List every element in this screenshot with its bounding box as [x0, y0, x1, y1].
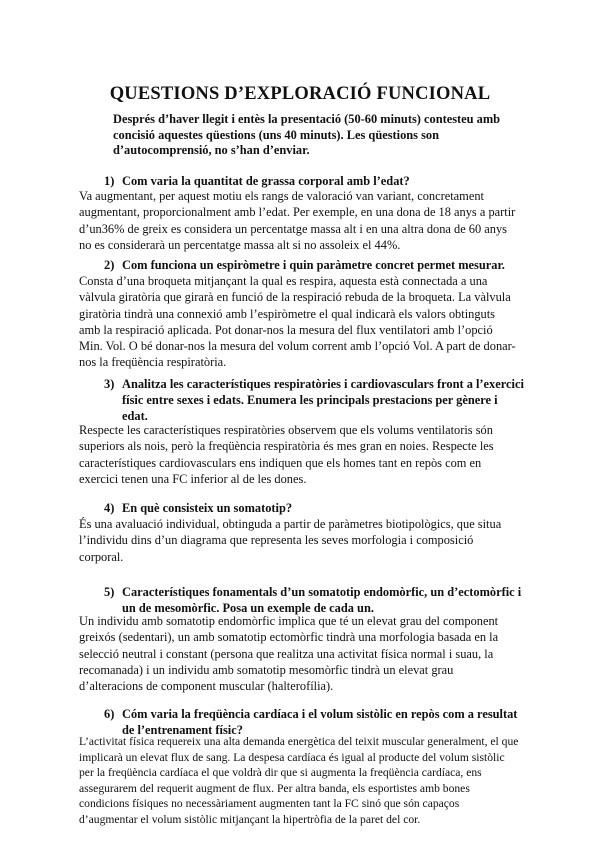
- question-number: 2): [104, 258, 115, 272]
- question-text: Com varia la quantitat de grassa corporal amb l’edat?: [122, 174, 410, 188]
- question-1: [104, 173, 524, 189]
- question-3: [104, 376, 524, 424]
- question-5: [104, 584, 524, 616]
- question-4: [104, 500, 524, 516]
- answer-3: Respecte les característiques respiratòries observem que els volums ventilatoris són superiors als nois, però la freqüència respiratòria és mes gran en noies. Respecte les característiques cardiovasculars ens indiquen que els homes tant en repòs com en exercici tenen una FC inferior al de les dones.: [79, 423, 494, 486]
- question-number: 5): [104, 585, 115, 599]
- intro-instructions: Després d’haver llegit i entès la presentació (50-60 minuts) contesteu amb concisió aquestes qüestions (uns 40 minuts). Les qüestions son d’autocomprensió, no s’han d’enviar.: [113, 112, 501, 157]
- answer-1: Va augmentant, per aquest motiu els rangs de valoració van variant, concretament augmentant, proporcionalment amb l’edat. Per exemple, en una dona de 18 anys a partir d’un36% de greix es considera un percentatge massa alt i en una altra dona de 60 anys no es considerarà un percentatge massa alt si no assoleix el 44%.: [79, 189, 516, 252]
- question-text: Característiques fonamentals d’un somatotip endomòrfic, un d’ectomòrfic i un de mesomòrfic. Posa un exemple de cada un.: [122, 585, 522, 615]
- answer-4: És una avaluació individual, obtinguda a partir de paràmetres biotipològics, que situa l’individu dins d’un diagrama que representa les seves morfologia i composició corporal.: [79, 517, 502, 564]
- question-text: Com funciona un espiròmetre i quin paràmetre concret permet mesurar.: [122, 258, 505, 272]
- question-number: 6): [104, 707, 115, 721]
- page-title: QUESTIONS D’EXPLORACIÓ FUNCIONAL: [109, 84, 491, 104]
- question-number: 4): [104, 501, 115, 515]
- answer-2: Consta d’una broqueta mitjançant la qual es respira, aquesta està connectada a una vàlvula giratòria que girarà en funció de la respiració rebuda de la broqueta. La vàlvula giratòria tindrà una connexió amb l’espiròmetre el qual indicarà els valors obtinguts amb la respiració aplicada. Pot donar-nos la mesura del flux ventilatori amb l’opció Min. Vol. O bé donar-nos la mesura del volum corrent amb l’opció Vol. A part de donar-nos la freqüència respiratòria.: [79, 274, 516, 370]
- question-2: [104, 257, 524, 273]
- answer-5: Un individu amb somatotip endomòrfic implica que té un elevat grau del component greixós (sedentari), un amb somatotip ectomòrfic tindrà una morfologia basada en la selecció neutral i constant (persona que realitza una activitat física normal i suau, la recomanada) i un individu amb somatotip mesomòrfic tindrà un elevat grau d’alteracions de component muscular (halterofília).: [79, 614, 499, 694]
- answer-6: L’activitat física requereix una alta demanda energètica del teixit muscular generalment, el que implicarà un elevat flux de sang. La despesa cardíaca és igual al producte del volum sistòlic per la freqüència cardíaca el que voldrà dir que si augmenta la freqüència cardíaca, ens assegurarem del requerit augment de flux. Per altra banda, els esportistes amb bones condicions físiques no necessàriament augmenten tant la FC sinó que són capaços d’augmentar el volum sistòlic mitjançant la hipertròfia de la paret del cor.: [79, 735, 519, 826]
- question-number: 3): [104, 377, 115, 391]
- question-text: En què consisteix un somatotip?: [122, 501, 293, 515]
- question-text: Analitza les característiques respiratòries i cardiovasculars front a l’exercici físic entre sexes i edats. Enumera les principals prestacions per gènere i edat.: [122, 377, 524, 423]
- question-text: Cóm varia la freqüència cardíaca i el volum sistòlic en repòs com a resultat de l’entrenament físic?: [122, 707, 518, 737]
- question-number: 1): [104, 174, 115, 188]
